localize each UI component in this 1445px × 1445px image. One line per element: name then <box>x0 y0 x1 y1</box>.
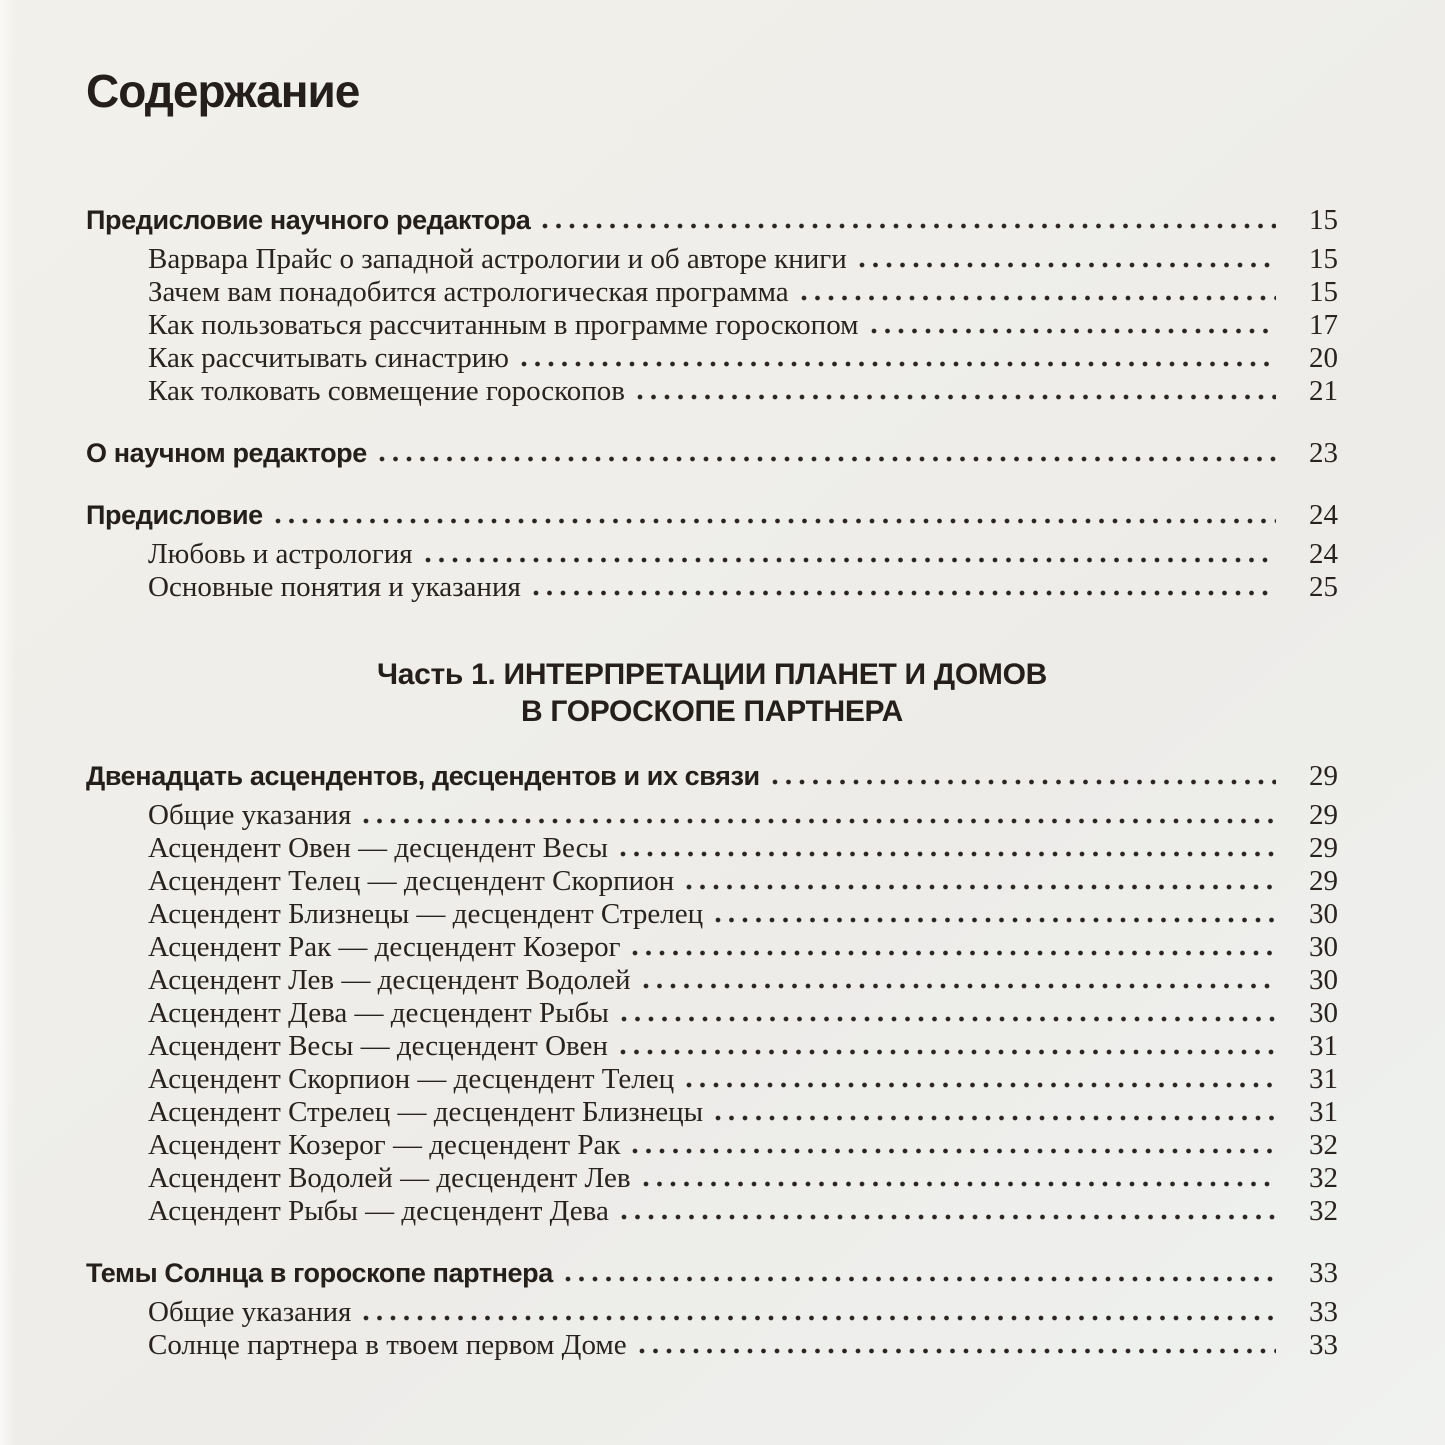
toc-entry <box>86 1329 1338 1362</box>
dot-leader <box>643 983 1276 989</box>
toc-entry-label: Асцендент Рак — десцендент Козерог <box>148 931 621 963</box>
dot-leader <box>621 1214 1276 1220</box>
toc-entry <box>86 1162 1338 1195</box>
dot-leader <box>632 950 1276 956</box>
toc-entry-label: Основные понятия и указания <box>148 571 521 603</box>
page-number: 23 <box>1309 437 1338 469</box>
toc-entry <box>86 1030 1338 1063</box>
page-number: 17 <box>1309 309 1338 341</box>
toc-entry <box>86 571 1338 604</box>
toc-entry-label: Асцендент Дева — десцендент Рыбы <box>148 997 609 1029</box>
dot-leader <box>363 818 1276 824</box>
page-title: Содержание <box>86 65 360 117</box>
toc-section-heading <box>86 1257 1338 1290</box>
page-number: 32 <box>1309 1162 1338 1194</box>
toc-entry <box>86 309 1338 342</box>
dot-leader <box>772 779 1276 785</box>
dot-leader <box>715 1115 1276 1121</box>
toc-entry <box>86 799 1338 832</box>
toc-entry-label: Асцендент Козерог — десцендент Рак <box>148 1129 621 1161</box>
toc-entry-label: Асцендент Стрелец — десцендент Близнецы <box>148 1096 704 1128</box>
dot-leader <box>521 361 1276 367</box>
page-number: 20 <box>1309 342 1338 374</box>
toc-entry <box>86 1195 1338 1228</box>
page-number: 29 <box>1309 760 1338 792</box>
page-number: 15 <box>1309 243 1338 275</box>
dot-leader <box>871 328 1277 334</box>
part-heading-line2: В ГОРОСКОПЕ ПАРТНЕРА <box>521 695 903 728</box>
dot-leader <box>363 1315 1276 1321</box>
toc-section-heading-label: Темы Солнца в гороскопе партнера <box>86 1258 553 1288</box>
dot-leader <box>379 456 1276 462</box>
part-heading <box>86 656 1338 730</box>
toc-entry-label: Как пользоваться рассчитанным в программе гороскопом <box>148 309 859 341</box>
page-number: 32 <box>1309 1195 1338 1227</box>
dot-leader <box>715 917 1276 923</box>
dot-leader <box>801 295 1276 301</box>
page-number: 30 <box>1309 964 1338 996</box>
page-number: 33 <box>1309 1329 1338 1361</box>
toc-entry-label: Асцендент Весы — десцендент Овен <box>148 1030 608 1062</box>
toc-section-heading-label: О научном редакторе <box>86 438 367 468</box>
page-number: 15 <box>1309 204 1338 236</box>
page-number: 21 <box>1309 375 1338 407</box>
toc-section-heading <box>86 760 1338 793</box>
toc-entry-label: Общие указания <box>148 799 352 831</box>
toc-section-heading-label: Предисловие научного редактора <box>86 205 531 235</box>
page-number: 30 <box>1309 898 1338 930</box>
dot-leader <box>542 223 1276 229</box>
toc-entry-label: Зачем вам понадобится астрологическая программа <box>148 276 789 308</box>
toc-entry <box>86 931 1338 964</box>
dot-leader <box>632 1148 1276 1154</box>
toc-entry <box>86 1296 1338 1329</box>
dot-leader <box>565 1276 1276 1282</box>
dot-leader <box>686 1082 1276 1088</box>
toc-section-heading-label: Предисловие <box>86 500 263 530</box>
page-number: 29 <box>1309 865 1338 897</box>
page-number: 29 <box>1309 799 1338 831</box>
toc-entry <box>86 832 1338 865</box>
toc-entry-label: Как толковать совмещение гороскопов <box>148 375 625 407</box>
toc-entry <box>86 898 1338 931</box>
page-number: 29 <box>1309 832 1338 864</box>
toc-entry-label: Асцендент Водолей — десцендент Лев <box>148 1162 631 1194</box>
page-number: 33 <box>1309 1257 1338 1289</box>
dot-leader <box>639 1348 1276 1354</box>
toc-entry-label: Асцендент Скорпион — десцендент Телец <box>148 1063 675 1095</box>
page-number: 31 <box>1309 1063 1338 1095</box>
dot-leader <box>637 394 1276 400</box>
toc-entry <box>86 865 1338 898</box>
toc-entry-label: Солнце партнера в твоем первом Доме <box>148 1329 627 1361</box>
toc-entry <box>86 375 1338 408</box>
dot-leader <box>275 518 1276 524</box>
dot-leader <box>859 262 1276 268</box>
page-number: 24 <box>1309 499 1338 531</box>
dot-leader <box>643 1181 1276 1187</box>
toc-entry <box>86 1063 1338 1096</box>
toc-entry <box>86 964 1338 997</box>
page-number: 30 <box>1309 931 1338 963</box>
toc-entry-label: Как рассчитывать синастрию <box>148 342 509 374</box>
toc-entry <box>86 1129 1338 1162</box>
page-number: 31 <box>1309 1096 1338 1128</box>
dot-leader <box>686 884 1276 890</box>
toc-entry-label: Асцендент Овен — десцендент Весы <box>148 832 608 864</box>
toc-entry-label: Асцендент Лев — десцендент Водолей <box>148 964 631 996</box>
toc-section-heading <box>86 204 1338 237</box>
toc-entry <box>86 243 1338 276</box>
toc-entry-label: Варвара Прайс о западной астрологии и об авторе книги <box>148 243 847 275</box>
page-number: 31 <box>1309 1030 1338 1062</box>
page-number: 30 <box>1309 997 1338 1029</box>
toc-section-heading <box>86 499 1338 532</box>
toc-entry <box>86 1096 1338 1129</box>
dot-leader <box>533 590 1276 596</box>
dot-leader <box>620 851 1276 857</box>
page-number: 32 <box>1309 1129 1338 1161</box>
toc-entry-label: Асцендент Телец — десцендент Скорпион <box>148 865 675 897</box>
toc-entry <box>86 342 1338 375</box>
toc-entry <box>86 538 1338 571</box>
toc-entry-label: Общие указания <box>148 1296 352 1328</box>
page-number: 15 <box>1309 276 1338 308</box>
page-number: 25 <box>1309 571 1338 603</box>
dot-leader <box>425 557 1276 563</box>
toc-entry <box>86 276 1338 309</box>
dot-leader <box>621 1016 1276 1022</box>
toc-entry-label: Асцендент Рыбы — десцендент Дева <box>148 1195 609 1227</box>
toc-section-heading <box>86 437 1338 470</box>
page-number: 33 <box>1309 1296 1338 1328</box>
part-heading-line1: Часть 1. ИНТЕРПРЕТАЦИИ ПЛАНЕТ И ДОМОВ <box>376 658 1047 691</box>
dot-leader <box>620 1049 1276 1055</box>
toc-entry-label: Асцендент Близнецы — десцендент Стрелец <box>148 898 704 930</box>
toc-entry <box>86 997 1338 1030</box>
page-number: 24 <box>1309 538 1338 570</box>
toc-section-heading-label: Двенадцать асцендентов, десцендентов и их связи <box>86 761 760 791</box>
toc-entry-label: Любовь и астрология <box>148 538 413 570</box>
